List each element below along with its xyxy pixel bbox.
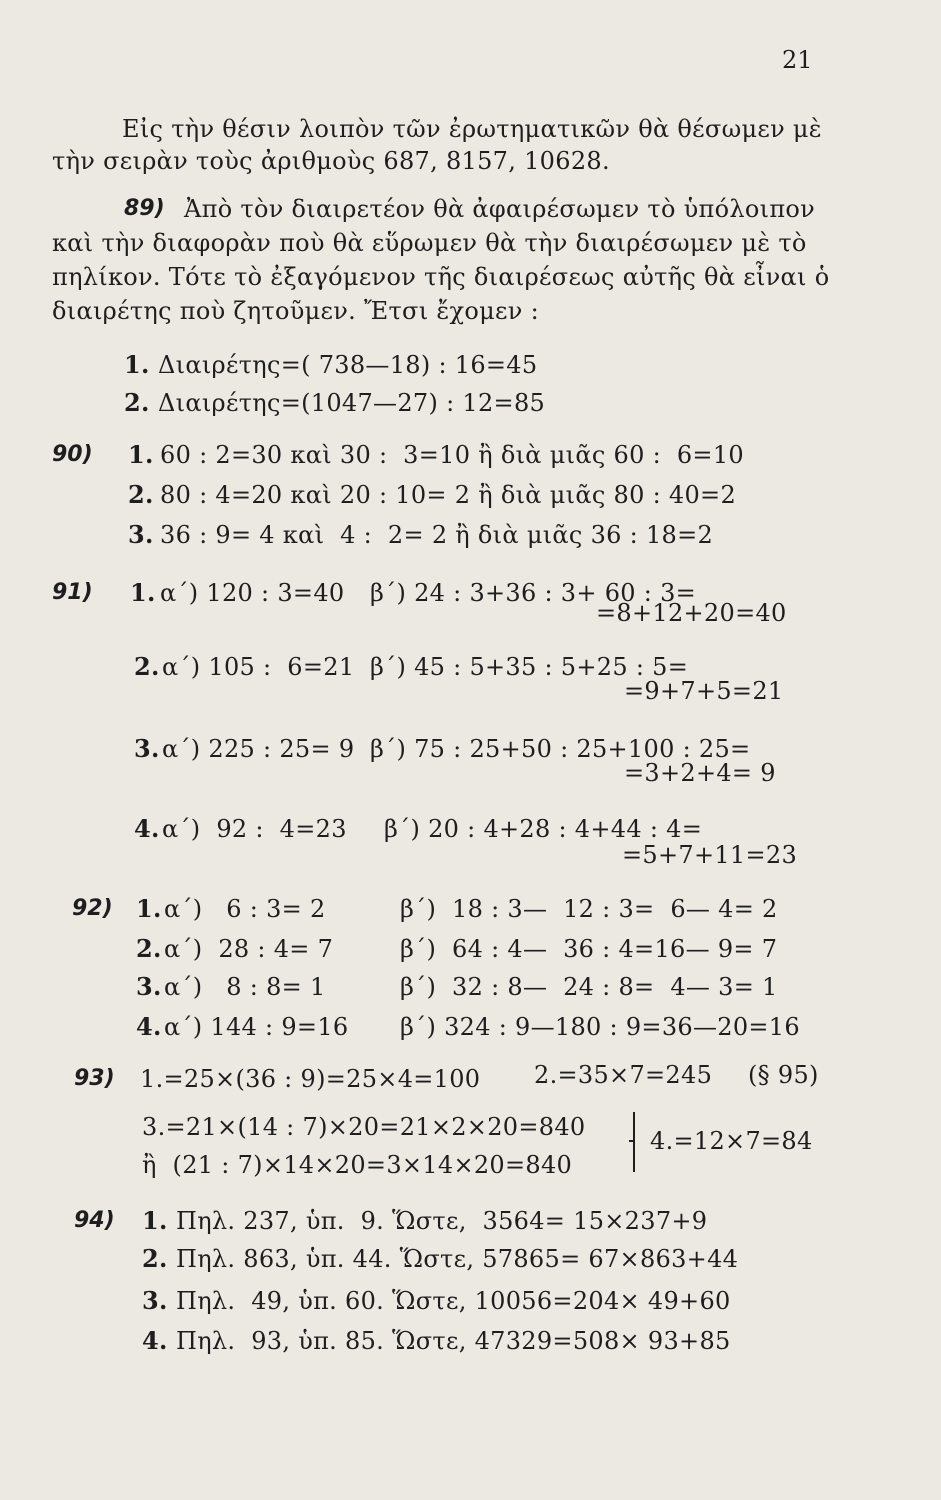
section-reference: (§ 95) [748,1061,819,1089]
problem-number-94: 94) [74,1208,115,1233]
answer-continuation: =8+12+20=40 [596,599,787,627]
item-number: 2. [136,934,162,963]
text-line: Ἀπὸ τὸν διαιρετέον θὰ ἀφαιρέσωμεν τὸ ὑπόλοιπον [184,195,816,223]
answer-line: 4.=12×7=84 [650,1127,813,1155]
answer-line: Πηλ. 863, ὑπ. 44. Ὥστε, 57865= 67×863+44 [176,1245,739,1273]
answer-line: 60 : 2=30 καὶ 30 : 3=10 ἢ διὰ μιᾶς 60 : 6=10 [160,441,744,469]
answer-line: Πηλ. 237, ὑπ. 9. Ὥστε, 3564= 15×237+9 [176,1207,708,1235]
problem-number-93: 93) [74,1066,115,1091]
answer-part-a: α΄) 8 : 8= 1 [164,973,326,1001]
answer-part-a: α΄) 225 : 25= 9 [162,735,355,763]
answer-part-a: α΄) 28 : 4= 7 [164,935,334,963]
brace [633,1112,647,1172]
answer-part-b: β΄) 20 : 4+28 : 4+44 : 4= [384,815,703,843]
problem-number-91: 91) [52,580,93,605]
item-number: 3. [134,734,160,763]
item-number: 1. [130,578,156,607]
answer-line: Διαιρέτης=(1047—27) : 12=85 [158,389,546,417]
answer-line: Πηλ. 49, ὑπ. 60. Ὥστε, 10056=204× 49+60 [176,1287,731,1315]
answer-part-a: α΄) 120 : 3=40 [160,579,345,607]
answer-part-b: β΄) 24 : 3+36 : 3+ 60 : 3= [370,579,697,607]
item-number: 4. [136,1012,162,1041]
answer-part-b: β΄) 64 : 4— 36 : 4=16— 9= 7 [400,935,778,963]
item-number: 2. [124,388,150,417]
answer-continuation: =3+2+4= 9 [624,759,776,787]
item-number: 2. [134,652,160,681]
answer-part-a: α΄) 6 : 3= 2 [164,895,326,923]
answer-line: Πηλ. 93, ὑπ. 85. Ὥστε, 47329=508× 93+85 [176,1327,731,1355]
answer-part-b: β΄) 32 : 8— 24 : 8= 4— 3= 1 [400,973,778,1001]
text-line: πηλίκον. Τότε τὸ ἐξαγόμενον τῆς διαιρέσεως αὐτῆς θὰ εἶναι ὁ [52,263,830,291]
answer-line: 36 : 9= 4 καὶ 4 : 2= 2 ἢ διὰ μιᾶς 36 : 18=2 [160,521,714,549]
answer-part-a: α΄) 105 : 6=21 [162,653,355,681]
problem-number-90: 90) [52,442,93,467]
answer-part-a: α΄) 144 : 9=16 [164,1013,349,1041]
answer-part-b: β΄) 324 : 9—180 : 9=36—20=16 [400,1013,800,1041]
answer-part-b: β΄) 75 : 25+50 : 25+100 : 25= [370,735,751,763]
item-number: 2. [142,1244,168,1273]
item-number: 3. [142,1286,168,1315]
answer-continuation: =9+7+5=21 [624,677,784,705]
item-number: 3. [136,972,162,1001]
answer-continuation: =5+7+11=23 [622,841,798,869]
text-line: διαιρέτης ποὺ ζητοῦμεν. Ἔτσι ἔχομεν : [52,297,539,325]
item-number: 1. [136,894,162,923]
text-line: καὶ τὴν διαφορὰν ποὺ θὰ εὕρωμεν θὰ τὴν διαιρέσωμεν μὲ τὸ [52,229,807,257]
answer-part-b: β΄) 18 : 3— 12 : 3= 6— 4= 2 [400,895,778,923]
answer-line: 80 : 4=20 καὶ 20 : 10= 2 ἢ διὰ μιᾶς 80 : 40=2 [160,481,737,509]
answer-line: 1.=25×(36 : 9)=25×4=100 [140,1065,481,1093]
answer-line: Διαιρέτης=( 738—18) : 16=45 [158,351,538,379]
answer-part-b: β΄) 45 : 5+35 : 5+25 : 5= [370,653,689,681]
item-number: 1. [142,1206,168,1235]
item-number: 4. [134,814,160,843]
page-number: 21 [782,46,813,74]
answer-line: 2.=35×7=245 [534,1061,713,1089]
answer-part-a: α΄) 92 : 4=23 [162,815,347,843]
problem-number-92: 92) [72,896,113,921]
item-number: 3. [128,520,154,549]
problem-number-89: 89) [124,196,165,221]
item-number: 1. [124,350,150,379]
text-line: τὴν σειρὰν τοὺς ἀριθμοὺς 687, 8157, 10628. [52,147,610,175]
answer-line: 3.=21×(14 : 7)×20=21×2×20=840 [142,1113,586,1141]
text-line: Εἰς τὴν θέσιν λοιπὸν τῶν ἐρωτηματικῶν θὰ θέσωμεν μὲ [122,115,822,143]
item-number: 1. [128,440,154,469]
answer-line: ἢ (21 : 7)×14×20=3×14×20=840 [142,1151,573,1179]
item-number: 4. [142,1326,168,1355]
item-number: 2. [128,480,154,509]
